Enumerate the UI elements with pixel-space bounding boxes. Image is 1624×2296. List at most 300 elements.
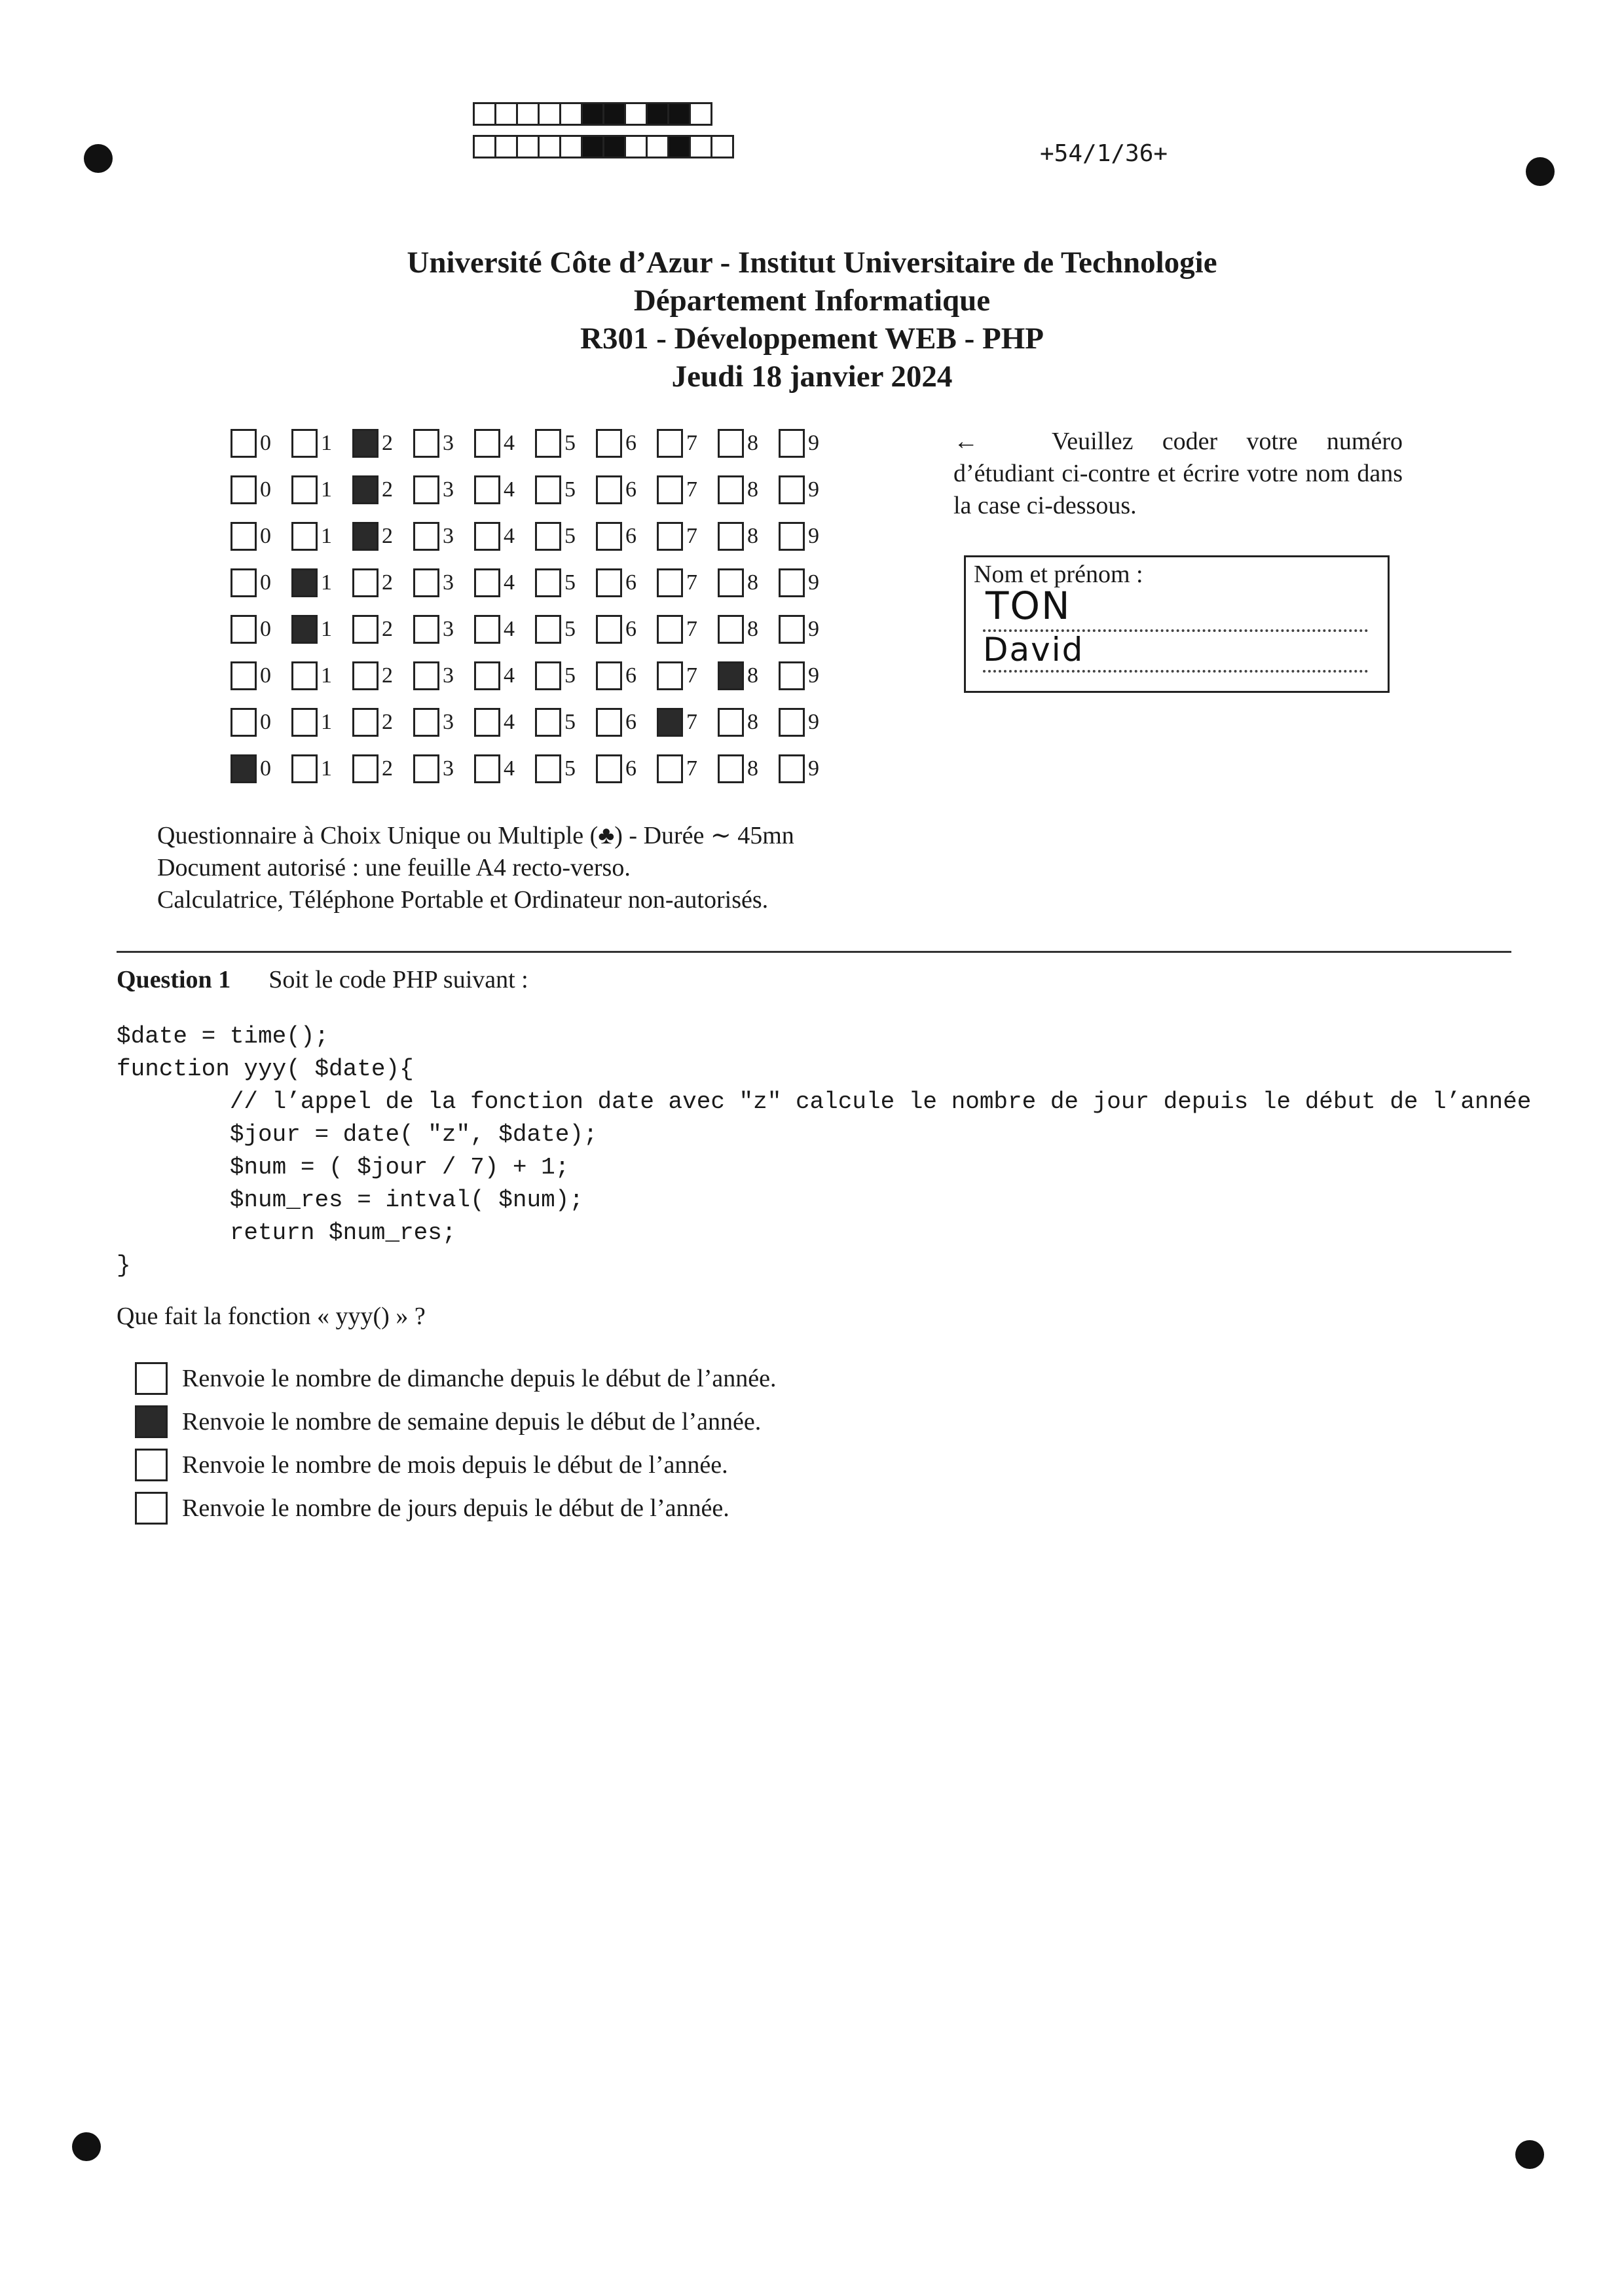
id-digit-option[interactable] — [413, 466, 474, 513]
code-line: return $num_res; — [117, 1219, 456, 1246]
id-digit-option[interactable] — [231, 652, 291, 699]
id-digit-checkbox[interactable] — [231, 708, 257, 737]
id-digit-option[interactable] — [535, 652, 596, 699]
id-digit-checkbox[interactable] — [779, 661, 805, 690]
id-digit-option[interactable] — [596, 652, 657, 699]
id-digit-label: 6 — [625, 663, 637, 688]
exam-info — [157, 820, 794, 916]
barcode-top-cell — [516, 102, 540, 126]
id-digit-checkbox[interactable] — [231, 754, 257, 783]
id-digit-checkbox[interactable] — [535, 708, 561, 737]
answer-options — [135, 1357, 776, 1530]
id-digit-checkbox[interactable] — [718, 522, 744, 551]
id-digit-label: 1 — [321, 756, 332, 781]
barcode-bottom — [473, 135, 732, 158]
handwritten-last-name: TON — [986, 583, 1071, 628]
id-digit-label: 6 — [625, 616, 637, 641]
id-digit-option[interactable] — [413, 559, 474, 606]
id-digit-option[interactable] — [291, 466, 352, 513]
id-digit-checkbox[interactable] — [596, 615, 622, 644]
id-digit-checkbox[interactable] — [474, 568, 500, 597]
id-digit-checkbox[interactable] — [231, 568, 257, 597]
id-digit-checkbox[interactable] — [474, 522, 500, 551]
id-digit-option[interactable] — [596, 699, 657, 745]
id-digit-label: 2 — [382, 523, 393, 548]
id-digit-option[interactable] — [718, 513, 779, 559]
id-digit-label: 1 — [321, 663, 332, 688]
id-digit-checkbox[interactable] — [596, 429, 622, 458]
id-digit-label: 0 — [260, 709, 271, 734]
id-grid-row — [231, 420, 840, 466]
id-digit-label: 7 — [686, 477, 697, 502]
id-digit-checkbox[interactable] — [474, 429, 500, 458]
id-digit-label: 6 — [625, 523, 637, 548]
id-digit-label: 0 — [260, 570, 271, 595]
barcode-bottom-cell — [646, 135, 669, 158]
id-digit-checkbox[interactable] — [474, 708, 500, 737]
barcode-top-cell — [581, 102, 604, 126]
id-digit-label: 2 — [382, 709, 393, 734]
id-digit-checkbox[interactable] — [657, 568, 683, 597]
id-digit-checkbox[interactable] — [474, 661, 500, 690]
answer-text: Renvoie le nombre de jours depuis le début de l’année. — [182, 1494, 729, 1522]
id-digit-option[interactable] — [657, 699, 718, 745]
id-digit-option[interactable] — [535, 745, 596, 792]
id-digit-option[interactable] — [413, 745, 474, 792]
id-digit-checkbox[interactable] — [352, 754, 378, 783]
question-intro: Soit le code PHP suivant : — [268, 966, 528, 993]
id-digit-option[interactable] — [779, 699, 840, 745]
id-digit-option[interactable] — [535, 606, 596, 652]
id-digit-option[interactable] — [718, 699, 779, 745]
id-digit-label: 3 — [443, 430, 454, 455]
id-digit-label: 1 — [321, 430, 332, 455]
id-digit-label: 1 — [321, 477, 332, 502]
id-digit-checkbox[interactable] — [352, 615, 378, 644]
barcode-bottom-cell — [559, 135, 583, 158]
id-digit-option[interactable] — [657, 466, 718, 513]
id-digit-option[interactable] — [352, 745, 413, 792]
id-digit-checkbox[interactable] — [657, 754, 683, 783]
id-digit-option[interactable] — [474, 699, 535, 745]
id-digit-option[interactable] — [413, 652, 474, 699]
exam-info-devices: Calculatrice, Téléphone Portable et Ordinateur non-autorisés. — [157, 886, 769, 914]
question-label: Question 1 — [117, 966, 231, 993]
id-digit-option[interactable] — [291, 745, 352, 792]
id-digit-checkbox[interactable] — [779, 708, 805, 737]
id-digit-option[interactable] — [718, 466, 779, 513]
id-instructions — [953, 426, 1403, 522]
id-digit-option[interactable] — [352, 652, 413, 699]
id-digit-option[interactable] — [779, 652, 840, 699]
id-digit-label: 3 — [443, 523, 454, 548]
code-line: } — [117, 1252, 131, 1279]
id-digit-checkbox[interactable] — [291, 429, 318, 458]
id-digit-option[interactable] — [352, 466, 413, 513]
id-digit-label: 1 — [321, 709, 332, 734]
registration-mark-top-left — [84, 144, 113, 173]
id-digit-checkbox[interactable] — [535, 568, 561, 597]
barcode-top-cell — [602, 102, 626, 126]
id-digit-label: 7 — [686, 709, 697, 734]
id-digit-option[interactable] — [474, 652, 535, 699]
id-digit-label: 3 — [443, 570, 454, 595]
id-digit-checkbox[interactable] — [474, 475, 500, 504]
id-digit-checkbox[interactable] — [413, 522, 439, 551]
id-digit-checkbox[interactable] — [596, 475, 622, 504]
id-digit-option[interactable] — [535, 513, 596, 559]
id-digit-option[interactable] — [535, 420, 596, 466]
id-digit-checkbox[interactable] — [413, 661, 439, 690]
barcode-bottom-cell — [516, 135, 540, 158]
id-digit-checkbox[interactable] — [352, 475, 378, 504]
barcode-bottom-cell — [581, 135, 604, 158]
id-digit-label: 2 — [382, 663, 393, 688]
id-digit-checkbox[interactable] — [779, 475, 805, 504]
id-digit-checkbox[interactable] — [779, 754, 805, 783]
left-arrow-icon: ← — [953, 428, 978, 455]
id-digit-label: 9 — [808, 570, 819, 595]
id-digit-label: 6 — [625, 570, 637, 595]
id-digit-label: 9 — [808, 663, 819, 688]
id-digit-checkbox[interactable] — [413, 429, 439, 458]
id-digit-label: 7 — [686, 523, 697, 548]
id-digit-option[interactable] — [291, 699, 352, 745]
exam-info-documents: Document autorisé : une feuille A4 recto-verso. — [157, 854, 631, 881]
id-digit-option[interactable] — [535, 466, 596, 513]
code-line: $num_res = intval( $num); — [117, 1187, 583, 1213]
registration-mark-bottom-right — [1515, 2140, 1544, 2169]
instructions-text: Veuillez coder votre numéro d’étudiant ci-contre et écrire votre nom dans la case ci-dessous. — [953, 428, 1403, 519]
answer-checkbox[interactable] — [135, 1362, 168, 1395]
id-digit-checkbox[interactable] — [535, 475, 561, 504]
id-digit-option[interactable] — [779, 745, 840, 792]
id-digit-checkbox[interactable] — [535, 429, 561, 458]
id-digit-label: 7 — [686, 570, 697, 595]
id-digit-checkbox[interactable] — [291, 708, 318, 737]
id-digit-label: 4 — [504, 430, 515, 455]
id-digit-checkbox[interactable] — [413, 708, 439, 737]
id-digit-label: 0 — [260, 616, 271, 641]
id-digit-label: 3 — [443, 663, 454, 688]
id-grid-row — [231, 559, 840, 606]
id-digit-option[interactable] — [474, 513, 535, 559]
id-digit-checkbox[interactable] — [779, 615, 805, 644]
id-digit-label: 4 — [504, 756, 515, 781]
id-digit-checkbox[interactable] — [657, 475, 683, 504]
id-digit-checkbox[interactable] — [535, 522, 561, 551]
id-grid-row — [231, 466, 840, 513]
document-header — [0, 244, 1624, 396]
id-digit-option[interactable] — [291, 513, 352, 559]
name-box[interactable] — [964, 555, 1390, 693]
id-grid-row — [231, 606, 840, 652]
id-digit-option[interactable] — [718, 559, 779, 606]
id-digit-checkbox[interactable] — [291, 522, 318, 551]
barcode-bottom-cell — [473, 135, 496, 158]
id-digit-option[interactable] — [291, 652, 352, 699]
answer-text: Renvoie le nombre de mois depuis le début de l’année. — [182, 1451, 728, 1479]
id-digit-label: 5 — [564, 477, 576, 502]
course-title: R301 - Développement WEB - PHP — [580, 322, 1044, 356]
barcode-top-cell — [559, 102, 583, 126]
id-digit-checkbox[interactable] — [352, 429, 378, 458]
barcode-top — [473, 102, 710, 126]
id-digit-label: 2 — [382, 430, 393, 455]
id-digit-label: 8 — [747, 570, 758, 595]
id-digit-checkbox[interactable] — [779, 568, 805, 597]
code-line: $date = time(); — [117, 1023, 329, 1050]
id-digit-option[interactable] — [657, 559, 718, 606]
id-digit-option[interactable] — [657, 513, 718, 559]
id-digit-label: 8 — [747, 663, 758, 688]
id-digit-option[interactable] — [413, 699, 474, 745]
id-digit-checkbox[interactable] — [352, 522, 378, 551]
id-digit-option[interactable] — [291, 606, 352, 652]
university-title: Université Côte d’Azur - Institut Universitaire de Technologie — [407, 246, 1217, 280]
id-digit-option[interactable] — [596, 420, 657, 466]
id-digit-checkbox[interactable] — [718, 429, 744, 458]
id-digit-option[interactable] — [413, 606, 474, 652]
id-digit-label: 3 — [443, 477, 454, 502]
id-digit-label: 9 — [808, 756, 819, 781]
id-digit-option[interactable] — [596, 513, 657, 559]
answer-checkbox[interactable] — [135, 1449, 168, 1481]
id-digit-option[interactable] — [657, 606, 718, 652]
id-digit-checkbox[interactable] — [718, 568, 744, 597]
id-digit-label: 4 — [504, 709, 515, 734]
id-digit-option[interactable] — [535, 559, 596, 606]
id-digit-label: 8 — [747, 756, 758, 781]
id-digit-option[interactable] — [596, 606, 657, 652]
answer-checkbox[interactable] — [135, 1405, 168, 1438]
id-digit-checkbox[interactable] — [718, 708, 744, 737]
id-digit-option[interactable] — [231, 559, 291, 606]
id-digit-option[interactable] — [596, 466, 657, 513]
id-digit-option[interactable] — [352, 699, 413, 745]
id-digit-checkbox[interactable] — [413, 615, 439, 644]
id-digit-checkbox[interactable] — [718, 475, 744, 504]
id-digit-checkbox[interactable] — [352, 661, 378, 690]
id-digit-checkbox[interactable] — [291, 615, 318, 644]
id-digit-checkbox[interactable] — [718, 661, 744, 690]
id-digit-option[interactable] — [231, 606, 291, 652]
id-digit-option[interactable] — [413, 420, 474, 466]
id-grid-row — [231, 652, 840, 699]
id-digit-checkbox[interactable] — [413, 568, 439, 597]
id-digit-option[interactable] — [352, 559, 413, 606]
id-digit-label: 5 — [564, 570, 576, 595]
id-digit-option[interactable] — [779, 420, 840, 466]
id-digit-option[interactable] — [291, 559, 352, 606]
id-digit-checkbox[interactable] — [657, 661, 683, 690]
id-digit-checkbox[interactable] — [291, 754, 318, 783]
answer-text: Renvoie le nombre de semaine depuis le début de l’année. — [182, 1408, 762, 1435]
answer-option[interactable] — [135, 1357, 776, 1400]
barcode-bottom-cell — [624, 135, 648, 158]
student-id-grid — [231, 420, 840, 792]
id-digit-option[interactable] — [718, 420, 779, 466]
id-digit-label: 7 — [686, 430, 697, 455]
registration-mark-top-right — [1526, 157, 1555, 186]
id-digit-checkbox[interactable] — [231, 522, 257, 551]
id-digit-option[interactable] — [231, 745, 291, 792]
id-digit-label: 9 — [808, 430, 819, 455]
id-digit-label: 8 — [747, 477, 758, 502]
id-digit-label: 9 — [808, 477, 819, 502]
id-digit-checkbox[interactable] — [231, 661, 257, 690]
id-digit-option[interactable] — [718, 652, 779, 699]
id-digit-option[interactable] — [718, 745, 779, 792]
id-digit-checkbox[interactable] — [535, 615, 561, 644]
barcode-bottom-cell — [667, 135, 691, 158]
id-digit-option[interactable] — [657, 652, 718, 699]
name-label: Nom et prénom : — [974, 561, 1143, 588]
id-digit-checkbox[interactable] — [779, 522, 805, 551]
id-digit-option[interactable] — [596, 745, 657, 792]
id-digit-checkbox[interactable] — [352, 568, 378, 597]
id-digit-option[interactable] — [231, 699, 291, 745]
exam-date: Jeudi 18 janvier 2024 — [671, 360, 953, 394]
id-digit-label: 7 — [686, 663, 697, 688]
id-digit-option[interactable] — [231, 513, 291, 559]
question-header — [117, 965, 528, 994]
id-digit-option[interactable] — [291, 420, 352, 466]
id-digit-option[interactable] — [474, 559, 535, 606]
barcode-top-cell — [667, 102, 691, 126]
id-digit-label: 5 — [564, 616, 576, 641]
id-digit-checkbox[interactable] — [657, 429, 683, 458]
id-digit-label: 4 — [504, 523, 515, 548]
id-digit-label: 6 — [625, 477, 637, 502]
id-digit-label: 6 — [625, 709, 637, 734]
id-digit-checkbox[interactable] — [291, 568, 318, 597]
id-digit-checkbox[interactable] — [474, 615, 500, 644]
id-digit-option[interactable] — [718, 606, 779, 652]
id-digit-label: 5 — [564, 523, 576, 548]
id-digit-option[interactable] — [231, 420, 291, 466]
id-digit-checkbox[interactable] — [413, 475, 439, 504]
id-digit-label: 4 — [504, 663, 515, 688]
id-digit-label: 0 — [260, 663, 271, 688]
answer-checkbox[interactable] — [135, 1492, 168, 1525]
barcode-bottom-cell — [710, 135, 734, 158]
id-digit-label: 2 — [382, 570, 393, 595]
id-digit-option[interactable] — [352, 420, 413, 466]
id-digit-label: 1 — [321, 570, 332, 595]
id-digit-checkbox[interactable] — [779, 429, 805, 458]
barcode-bottom-cell — [494, 135, 518, 158]
id-digit-checkbox[interactable] — [596, 522, 622, 551]
id-digit-label: 6 — [625, 430, 637, 455]
id-digit-option[interactable] — [352, 513, 413, 559]
id-digit-label: 9 — [808, 523, 819, 548]
id-digit-label: 5 — [564, 709, 576, 734]
id-digit-label: 7 — [686, 756, 697, 781]
id-digit-label: 7 — [686, 616, 697, 641]
id-digit-label: 9 — [808, 709, 819, 734]
id-digit-option[interactable] — [535, 699, 596, 745]
id-grid-row — [231, 745, 840, 792]
id-digit-option[interactable] — [779, 513, 840, 559]
id-digit-checkbox[interactable] — [231, 429, 257, 458]
id-digit-checkbox[interactable] — [474, 754, 500, 783]
id-digit-checkbox[interactable] — [231, 615, 257, 644]
id-digit-checkbox[interactable] — [596, 568, 622, 597]
id-digit-label: 2 — [382, 616, 393, 641]
id-digit-checkbox[interactable] — [657, 615, 683, 644]
id-digit-label: 8 — [747, 430, 758, 455]
id-digit-option[interactable] — [474, 745, 535, 792]
barcode-top-cell — [646, 102, 669, 126]
answer-text: Renvoie le nombre de dimanche depuis le début de l’année. — [182, 1365, 777, 1392]
id-digit-checkbox[interactable] — [291, 661, 318, 690]
answer-option[interactable] — [135, 1487, 776, 1530]
answer-option[interactable] — [135, 1443, 776, 1487]
exam-info-format: Questionnaire à Choix Unique ou Multiple (♣) - Durée ∼ 45mn — [157, 822, 794, 849]
separator-rule — [117, 951, 1511, 953]
id-digit-option[interactable] — [474, 606, 535, 652]
handwritten-first-name: David — [983, 631, 1084, 669]
id-digit-label: 1 — [321, 616, 332, 641]
id-digit-checkbox[interactable] — [596, 708, 622, 737]
barcode-top-cell — [473, 102, 496, 126]
id-digit-checkbox[interactable] — [352, 708, 378, 737]
id-digit-option[interactable] — [474, 466, 535, 513]
id-digit-option[interactable] — [596, 559, 657, 606]
code-line: function yyy( $date){ — [117, 1056, 414, 1083]
page-code: +54/1/36+ — [1040, 140, 1168, 167]
id-digit-label: 3 — [443, 616, 454, 641]
id-digit-option[interactable] — [231, 466, 291, 513]
id-digit-label: 3 — [443, 756, 454, 781]
id-digit-checkbox[interactable] — [596, 661, 622, 690]
id-digit-label: 2 — [382, 477, 393, 502]
id-digit-label: 8 — [747, 616, 758, 641]
registration-mark-bottom-left — [72, 2132, 101, 2161]
id-digit-option[interactable] — [413, 513, 474, 559]
barcode-top-cell — [538, 102, 561, 126]
id-digit-option[interactable] — [352, 606, 413, 652]
id-digit-checkbox[interactable] — [535, 661, 561, 690]
id-digit-checkbox[interactable] — [413, 754, 439, 783]
id-digit-option[interactable] — [657, 420, 718, 466]
id-digit-checkbox[interactable] — [231, 475, 257, 504]
id-digit-option[interactable] — [657, 745, 718, 792]
id-digit-option[interactable] — [779, 559, 840, 606]
id-digit-checkbox[interactable] — [291, 475, 318, 504]
id-grid-row — [231, 513, 840, 559]
id-digit-checkbox[interactable] — [718, 615, 744, 644]
id-digit-checkbox[interactable] — [718, 754, 744, 783]
answer-option[interactable] — [135, 1400, 776, 1443]
id-digit-label: 5 — [564, 756, 576, 781]
id-digit-option[interactable] — [779, 466, 840, 513]
id-grid-row — [231, 699, 840, 745]
id-digit-checkbox[interactable] — [596, 754, 622, 783]
barcode-top-cell — [624, 102, 648, 126]
id-digit-option[interactable] — [474, 420, 535, 466]
barcode-bottom-cell — [602, 135, 626, 158]
id-digit-checkbox[interactable] — [657, 522, 683, 551]
id-digit-label: 0 — [260, 477, 271, 502]
id-digit-option[interactable] — [779, 606, 840, 652]
id-digit-label: 3 — [443, 709, 454, 734]
question-prompt: Que fait la fonction « yyy() » ? — [117, 1303, 426, 1330]
barcode-top-cell — [689, 102, 712, 126]
id-digit-checkbox[interactable] — [657, 708, 683, 737]
id-digit-checkbox[interactable] — [535, 754, 561, 783]
